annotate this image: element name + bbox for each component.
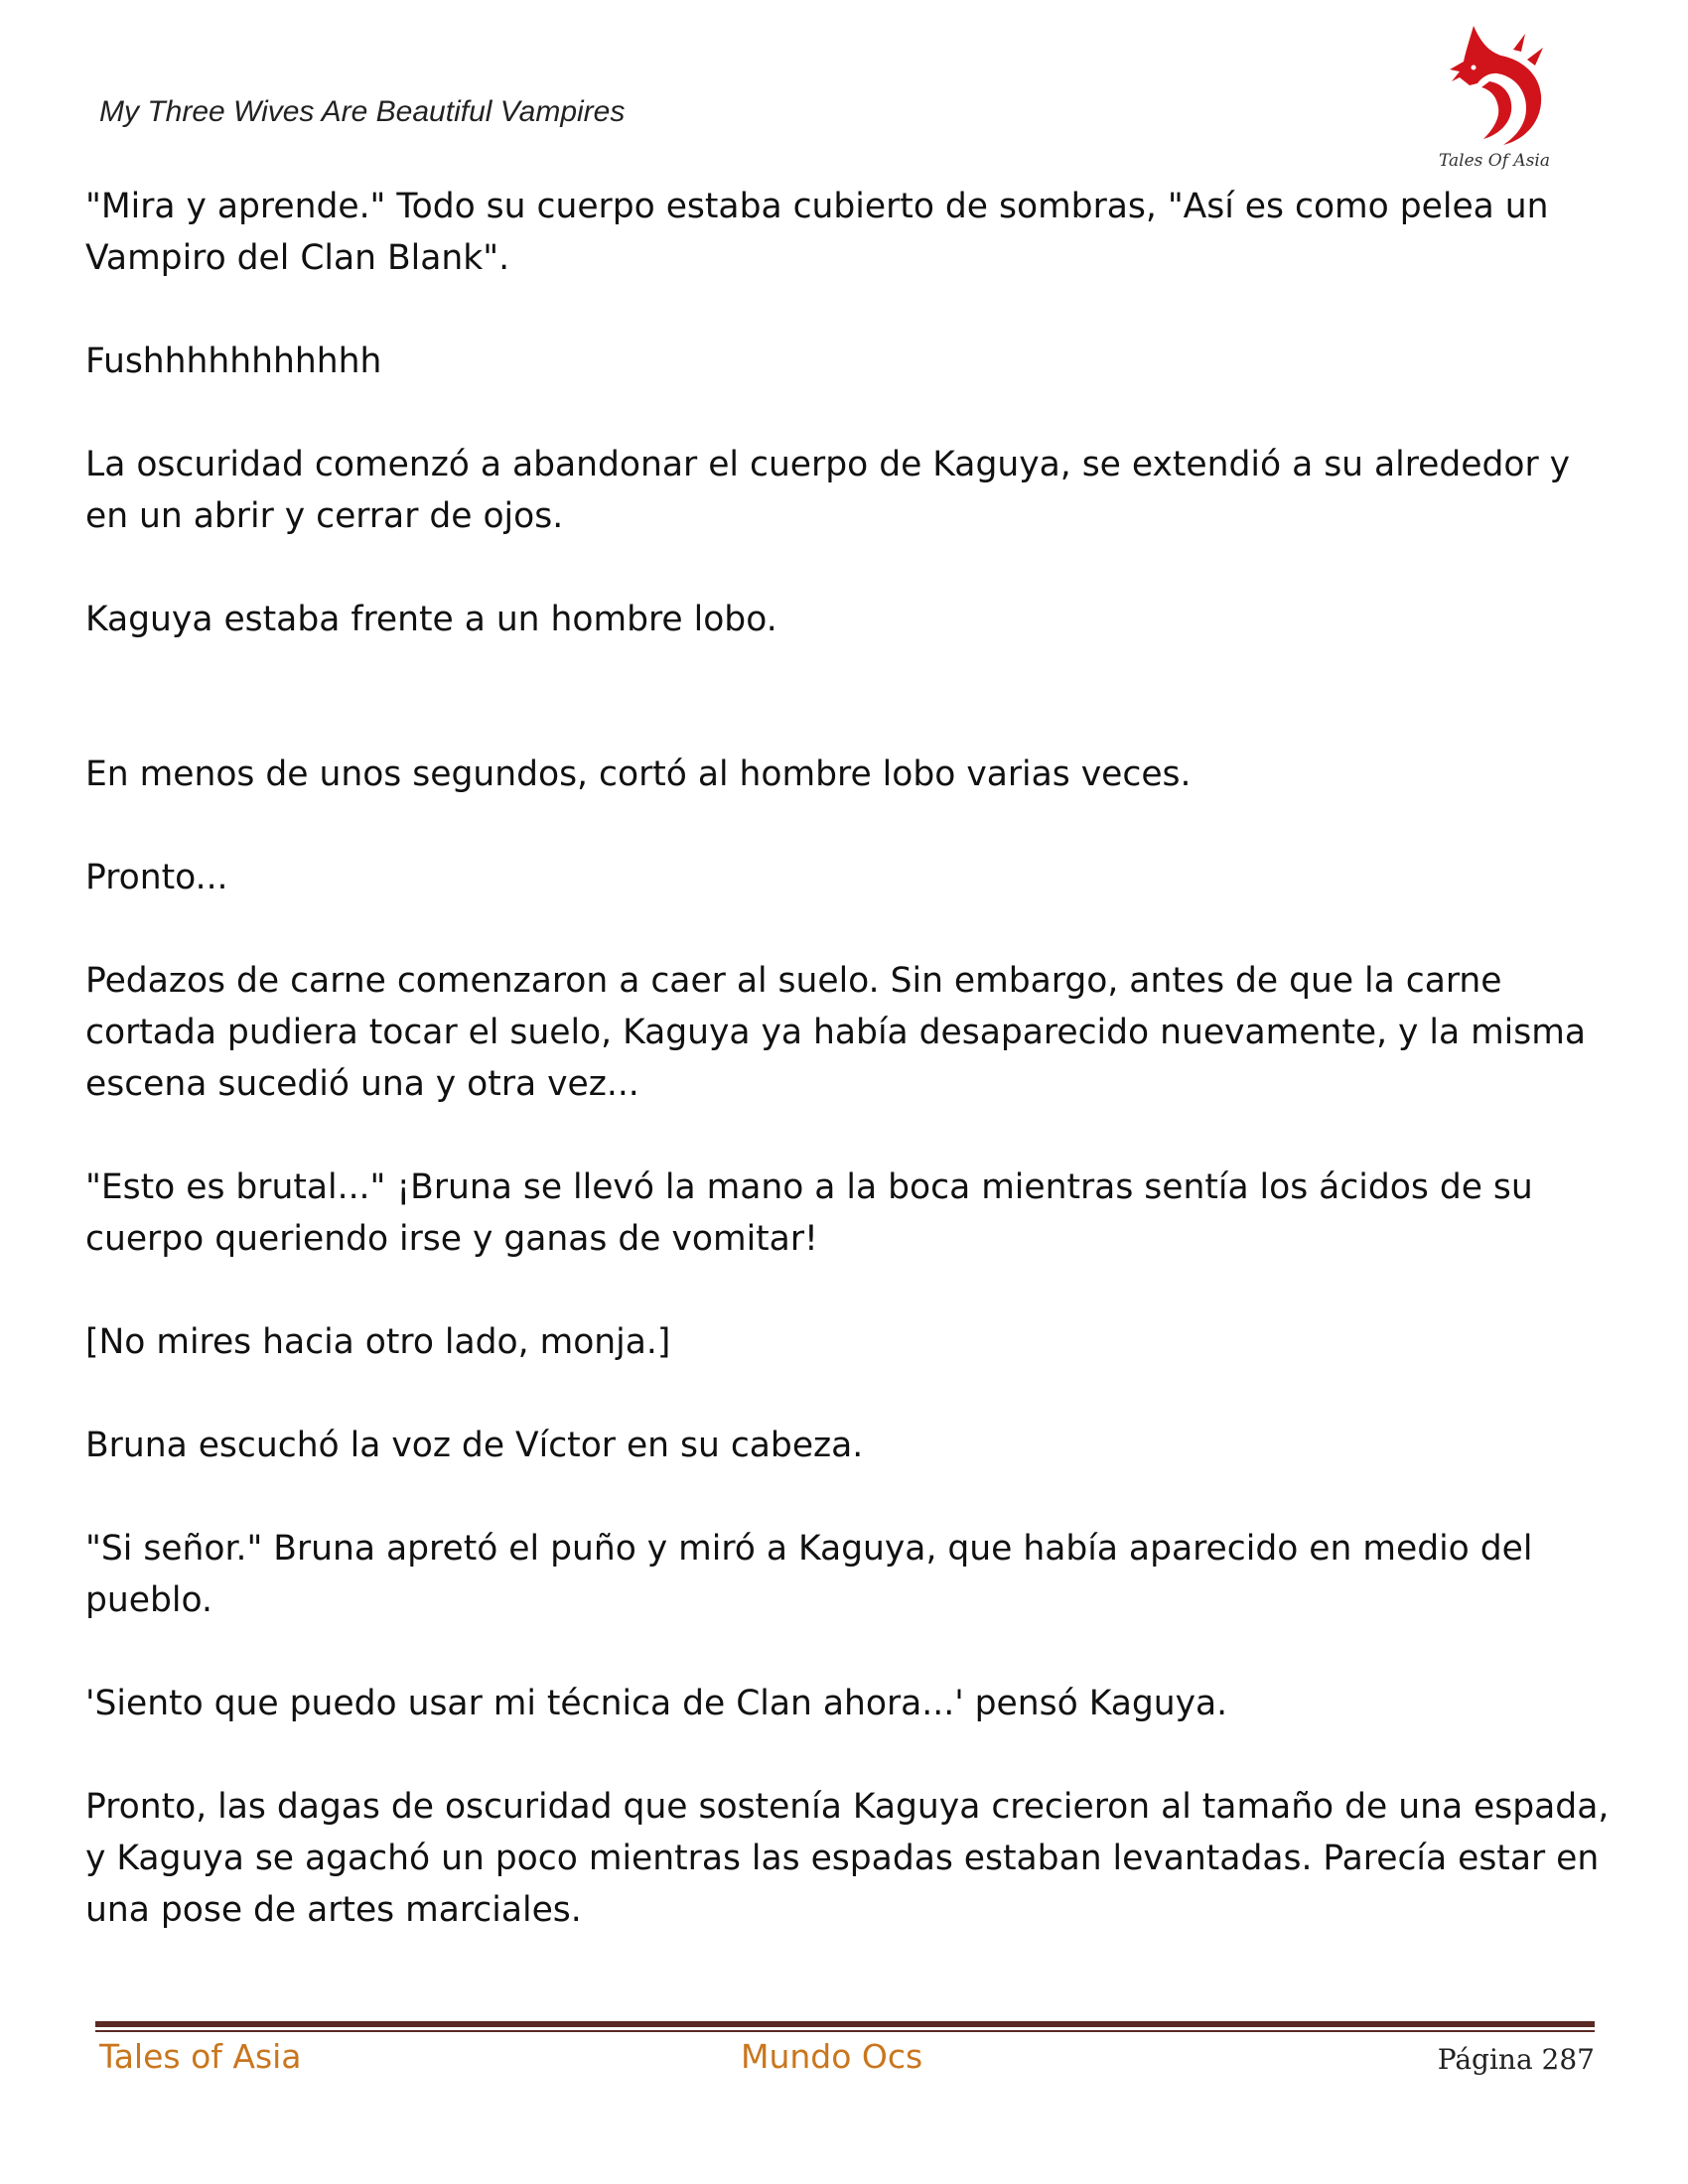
dragon-logo xyxy=(1430,20,1559,179)
footer-divider-thin xyxy=(95,2030,1595,2032)
paragraph: Kaguya estaba frente a un hombre lobo. xyxy=(85,600,777,639)
page-number: Página 287 xyxy=(1437,2043,1595,2076)
paragraph: 'Siento que puedo usar mi técnica de Clan ahora...' pensó Kaguya. xyxy=(85,1684,1228,1723)
paragraph: Fushhhhhhhhhhh xyxy=(85,341,382,381)
paragraph: En menos de unos segundos, cortó al hombre lobo varias veces. xyxy=(85,754,1192,794)
dragon-icon xyxy=(1430,20,1559,154)
header-title: My Three Wives Are Beautiful Vampires xyxy=(99,95,626,128)
footer-divider xyxy=(95,2021,1595,2027)
paragraph: Pronto, las dagas de oscuridad que sostenía Kaguya crecieron al tamaño de una espada, y Kaguya se agachó un poco mientras las espadas estaban levantadas. Parecía estar en una pose de artes marciales. xyxy=(85,1787,1610,1930)
footer-group: Mundo Ocs xyxy=(741,2037,923,2076)
paragraph: "Esto es brutal..." ¡Bruna se llevó la mano a la boca mientras sentía los ácidos de su cuerpo queriendo irse y ganas de vomitar! xyxy=(85,1167,1533,1259)
paragraph: Bruna escuchó la voz de Víctor en su cabeza. xyxy=(85,1426,864,1465)
footer-publisher: Tales of Asia xyxy=(99,2037,302,2076)
paragraph: "Si señor." Bruna apretó el puño y miró a Kaguya, que había aparecido en medio del pueblo. xyxy=(85,1529,1533,1620)
paragraph: [No mires hacia otro lado, monja.] xyxy=(85,1322,671,1362)
paragraph: Pronto... xyxy=(85,858,228,897)
chapter-body xyxy=(85,181,1615,1987)
paragraph: La oscuridad comenzó a abandonar el cuerpo de Kaguya, se extendió a su alrededor y en un abrir y cerrar de ojos. xyxy=(85,445,1571,536)
logo-text: Tales Of Asia xyxy=(1439,151,1550,171)
paragraph: Pedazos de carne comenzaron a caer al suelo. Sin embargo, antes de que la carne cortada pudiera tocar el suelo, Kaguya ya había desaparecido nuevamente, y la misma escena sucedió una y otra vez... xyxy=(85,961,1586,1104)
paragraph: "Mira y aprende." Todo su cuerpo estaba cubierto de sombras, "Así es como pelea un Vampiro del Clan Blank". xyxy=(85,187,1549,278)
